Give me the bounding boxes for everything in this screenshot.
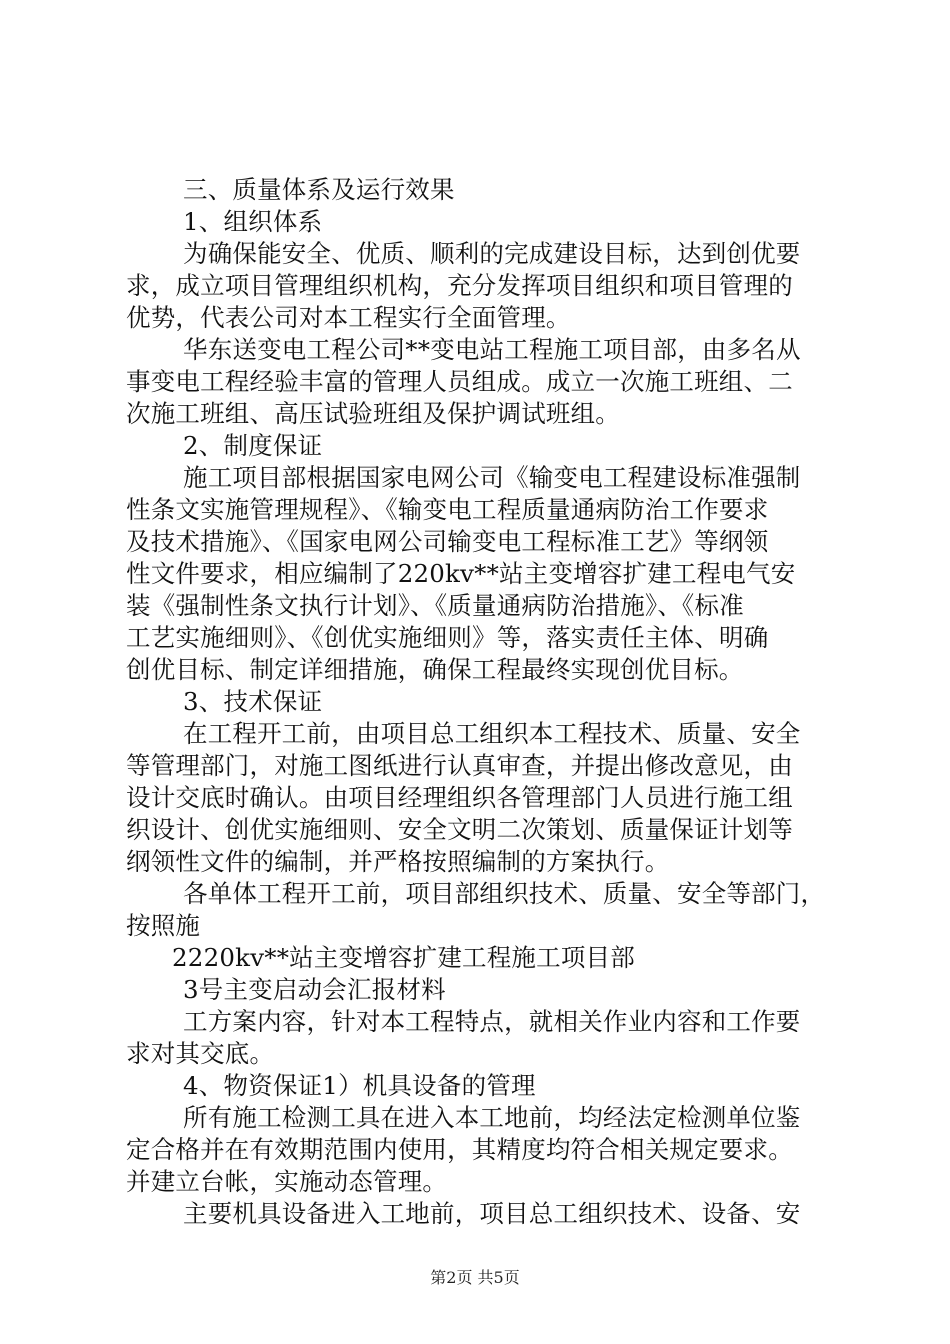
paragraph-line: 并建立台帐，实施动态管理。: [126, 1167, 448, 1196]
paragraph-line: 优势，代表公司对本工程实行全面管理。: [126, 303, 571, 332]
paragraph-line: 在工程开工前，由项目总工组织本工程技术、质量、安全: [183, 719, 801, 748]
paragraph-line: 主要机具设备进入工地前，项目总工组织技术、设备、安: [183, 1199, 801, 1228]
paragraph-line: 织设计、创优实施细则、安全文明二次策划、质量保证计划等: [126, 815, 793, 844]
page-header-line: 2220kv**站主变增容扩建工程施工项目部: [172, 943, 635, 972]
paragraph-line: 华东送变电工程公司**变电站工程施工项目部，由多名从: [183, 335, 801, 364]
paragraph-line: 施工项目部根据国家电网公司《输变电工程建设标准强制: [183, 463, 801, 492]
subsection-heading: 3、技术保证: [183, 687, 323, 716]
subsection-heading: 2、制度保证: [183, 431, 323, 460]
paragraph-line: 设计交底时确认。由项目经理组织各管理部门人员进行施工组: [126, 783, 793, 812]
page-number: 第2页 共5页: [430, 1268, 520, 1287]
paragraph-line: 装《强制性条文执行计划》、《质量通病防治措施》、《标准: [126, 591, 744, 620]
paragraph-line: 工方案内容，针对本工程特点，就相关作业内容和工作要: [183, 1007, 801, 1036]
paragraph-line: 工艺实施细则》、《创优实施细则》等，落实责任主体、明确: [126, 623, 769, 652]
paragraph-line: 纲领性文件的编制，并严格按照编制的方案执行。: [126, 847, 670, 876]
paragraph-line: 事变电工程经验丰富的管理人员组成。成立一次施工班组、二: [126, 367, 793, 396]
paragraph-line: 所有施工检测工具在进入本工地前，均经法定检测单位鉴: [183, 1103, 801, 1132]
page-header-line: 3号主变启动会汇报材料: [183, 975, 446, 1004]
section-heading: 三、质量体系及运行效果: [183, 175, 455, 204]
paragraph-line: 求，成立项目管理组织机构，充分发挥项目组织和项目管理的: [126, 271, 793, 300]
paragraph-line: 等管理部门，对施工图纸进行认真审查，并提出修改意见，由: [126, 751, 793, 780]
paragraph-line: 及技术措施》、《国家电网公司输变电工程标准工艺》等纲领: [126, 527, 769, 556]
paragraph-line: 按照施: [126, 911, 201, 940]
paragraph-line: 性条文实施管理规程》、《输变电工程质量通病防治工作要求: [126, 495, 769, 524]
paragraph-line: 性文件要求，相应编制了220kv**站主变增容扩建工程电气安: [126, 559, 796, 588]
subsection-heading: 4、物资保证1）机具设备的管理: [183, 1071, 536, 1100]
paragraph-line: 各单体工程开工前，项目部组织技术、质量、安全等部门，: [183, 879, 826, 908]
paragraph-line: 次施工班组、高压试验班组及保护调试班组。: [126, 399, 620, 428]
paragraph-line: 定合格并在有效期范围内使用，其精度均符合相关规定要求。: [126, 1135, 793, 1164]
subsection-heading: 1、组织体系: [183, 207, 323, 236]
paragraph-line: 求对其交底。: [126, 1039, 275, 1068]
paragraph-line: 为确保能安全、优质、顺利的完成建设目标，达到创优要: [183, 239, 801, 268]
paragraph-line: 创优目标、制定详细措施，确保工程最终实现创优目标。: [126, 655, 744, 684]
